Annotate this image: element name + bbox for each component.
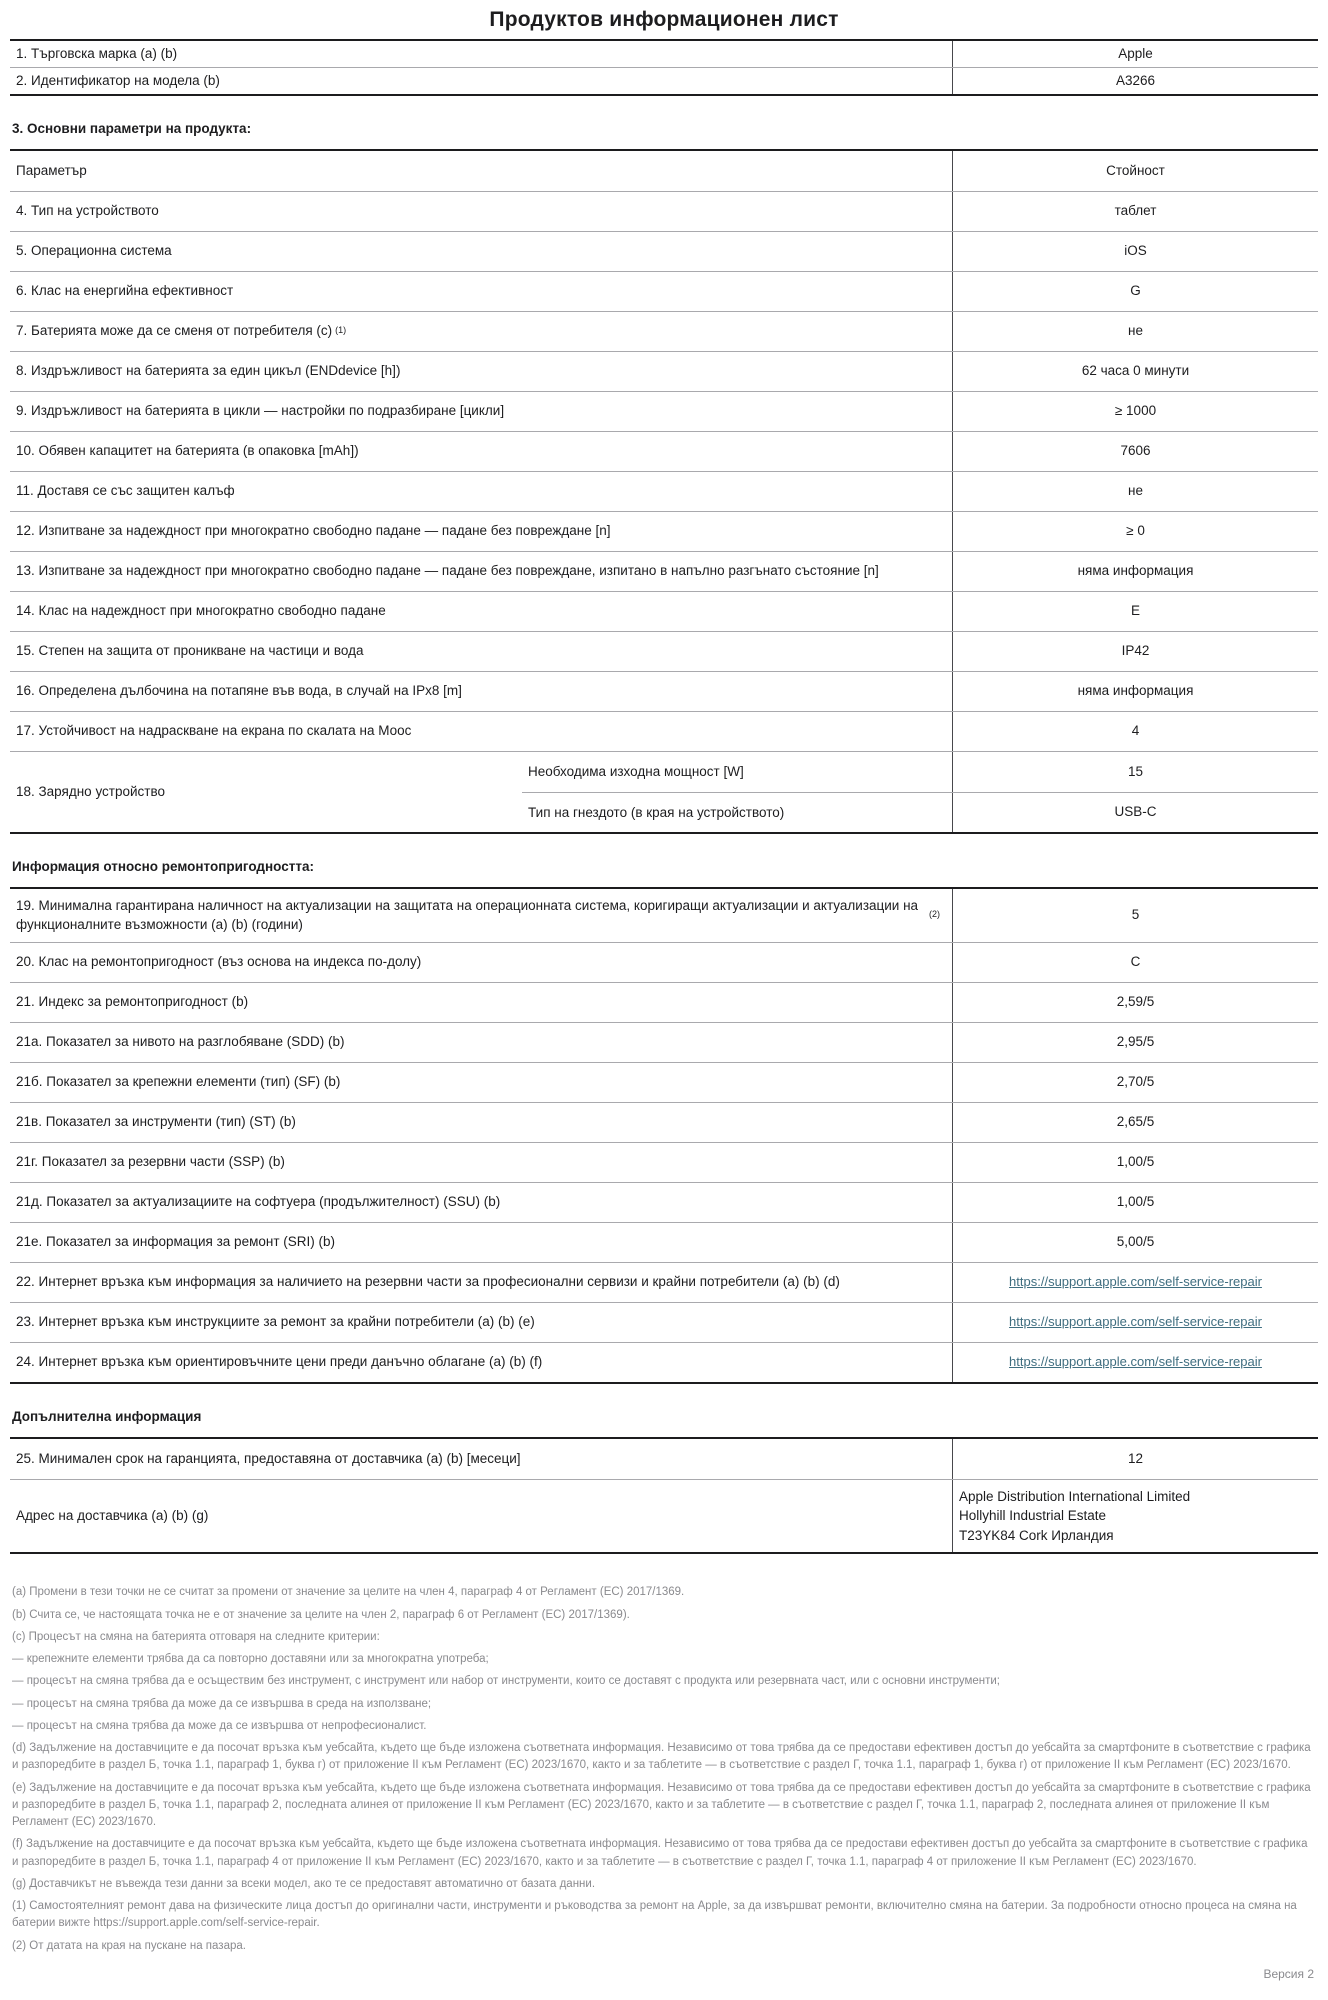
repairability-table [10, 887, 1318, 1384]
row-value: 5,00/5 [952, 1223, 1318, 1262]
row-value: ≥ 1000 [952, 392, 1318, 431]
section-heading-additional: Допълнителна информация [12, 1408, 202, 1424]
row-value: таблет [952, 192, 1318, 231]
footnote-c-criterion-1: — крепежните елементи трябва да са повторно доставяни или за многократна употреба; [12, 1653, 489, 1666]
footnote-marker: (1) [335, 324, 347, 335]
row-label [10, 312, 952, 351]
table-row-st-score [10, 1102, 1318, 1142]
table-row-device-type [10, 191, 1318, 231]
table-row-sdd-score [10, 1022, 1318, 1062]
section-heading-repairability: Информация относно ремонтопригодността: [12, 858, 314, 874]
table-row-protective-case [10, 471, 1318, 511]
table-row-repairability-index [10, 982, 1318, 1022]
table-row-free-fall-test [10, 511, 1318, 551]
row-value: 2,65/5 [952, 1103, 1318, 1142]
row-label: 21д. Показател за актуализациите на софтуера (продължителност) (SSU) (b) [16, 1194, 501, 1210]
table-row-os [10, 231, 1318, 271]
footnote-f: (f) Задължение на доставчиците е да посочат връзка към уебсайта, където ще бъде изложена съответната информация. Независимо от това трябва да се предостави ефективен достъп до уебсайта за смартфоните в съответствие с графика и разпоредбите в раздел Б, точка 1.1, параграф 4 от приложение II към Регламент (ЕС) 2023/1670, както и за таблетите — в съответствие с раздел Г, точка 1.1, параграф 4 от приложение II към Регламент (ЕС) 2023/1670. [12, 1838, 1308, 1868]
charger-subrow-connector [522, 792, 1318, 832]
table-row-fall-reliability-class [10, 591, 1318, 631]
footnotes-section [10, 1584, 1318, 1955]
table-row-energy-class [10, 271, 1318, 311]
row-label: 6. Клас на енергийна ефективност [16, 283, 234, 299]
row-value: A3266 [952, 68, 1318, 94]
table-row-repairability-class [10, 942, 1318, 982]
footnote-c-criterion-2: — процесът на смяна трябва да е осъществим без инструмент, с инструмент или набор от инструменти, които се доставят с продукта или резервната част, или с основни инструменти; [12, 1675, 1001, 1688]
row-label: 8. Издръжливост на батерията за един цикъл (ENDdevice [h]) [16, 363, 401, 379]
row-label: 21б. Показател за крепежни елементи (тип) (SF) (b) [16, 1074, 341, 1090]
table-row-battery-replaceable [10, 311, 1318, 351]
footnote-g: (g) Доставчикът не въвежда тези данни за всеки модел, ако те се предоставят автоматично от базата данни. [12, 1877, 596, 1890]
subrow-value: USB-C [952, 793, 1318, 832]
row-label: 10. Обявен капацитет на батерията (в опаковка [mAh]) [16, 443, 359, 459]
support-link[interactable]: https://support.apple.com/self-service-repair [1009, 1353, 1262, 1369]
footnote-1: (1) Самостоятелният ремонт дава на физическите лица достъп до оригинални части, инструменти и ръководства за ремонт на Apple, за да извършват ремонти, включително смяна на батерии. За подробности относно процеса на смяна на батерии вижте https://support.apple.com/self-service-repair. [12, 1900, 1297, 1930]
row-label [10, 889, 952, 942]
table-row-ssu-score [10, 1182, 1318, 1222]
row-label: 1. Търговска марка (a) (b) [16, 46, 178, 62]
version-label: Версия 2 [1263, 1966, 1314, 1981]
table-row-repair-instructions-link [10, 1302, 1318, 1342]
table-row-warranty [10, 1439, 1318, 1479]
row-value: 2,70/5 [952, 1063, 1318, 1102]
row-value: IP42 [952, 632, 1318, 671]
row-value: 4 [952, 712, 1318, 751]
row-label: Адрес на доставчика (a) (b) (g) [16, 1508, 209, 1524]
row-value [952, 1303, 1318, 1342]
row-label: 13. Изпитване за надеждност при многократно свободно падане — падане без повреждане, изпитано в напълно разгънато състояние [n] [16, 563, 879, 579]
row-value [952, 1480, 1318, 1553]
row-label: 21е. Показател за информация за ремонт (SRI) (b) [16, 1234, 335, 1250]
table-row-battery-endurance-cycle [10, 351, 1318, 391]
row-label: 21в. Показател за инструменти (тип) (ST) (b) [16, 1114, 296, 1130]
row-label: 17. Устойчивост на надраскване на екрана по скалата на Моос [16, 723, 412, 739]
main-parameters-table [10, 149, 1318, 834]
row-label: 20. Клас на ремонтопригодност (въз основа на индекса по-долу) [16, 954, 422, 970]
row-label: 11. Доставя се със защитен калъф [16, 483, 235, 499]
row-value: 1,00/5 [952, 1143, 1318, 1182]
table-row-immersion-depth [10, 671, 1318, 711]
row-value: 2,59/5 [952, 983, 1318, 1022]
footnote-marker: (2) [929, 908, 940, 919]
table-row-ip-rating [10, 631, 1318, 671]
table-row-trademark [10, 41, 1318, 67]
row-value: 5 [952, 889, 1318, 942]
table-row-battery-capacity [10, 431, 1318, 471]
row-value: ≥ 0 [952, 512, 1318, 551]
row-label: 21. Индекс за ремонтопригодност (b) [16, 994, 249, 1010]
subrow-label: Тип на гнездото (в края на устройството) [528, 804, 785, 820]
subrow-value: 15 [952, 752, 1318, 792]
column-header-parameter: Параметър [16, 162, 87, 178]
row-value: не [952, 312, 1318, 351]
address-line: Hollyhill Industrial Estate [959, 1508, 1107, 1524]
page-title: Продуктов информационен лист [489, 8, 839, 31]
charger-subrow-power [522, 752, 1318, 792]
row-label: 22. Интернет връзка към информация за наличието на резервни части за професионални сервизи и крайни потребители (a) (b) (d) [16, 1274, 840, 1290]
row-value: 1,00/5 [952, 1183, 1318, 1222]
row-value [952, 1343, 1318, 1382]
row-value: не [952, 472, 1318, 511]
row-label: 14. Клас на надеждност при многократно свободно падане [16, 603, 386, 619]
table-header-row [10, 151, 1318, 191]
row-label-text: 19. Минимална гарантирана наличност на актуализации на защитата на операционната система, коригиращи актуализации и актуализации на функционалните възможности (a) (b) (години) [16, 897, 919, 933]
footnote-e: (e) Задължение на доставчиците е да посочат връзка към уебсайта, където ще бъде изложена съответната информация. Независимо от това трябва да се предостави ефективен достъп до уебсайта за смартфоните в съответствие с графика и разпоредбите в раздел Б, точка 1.1, параграф 2, последната алинея от приложение II към Регламент (ЕС) 2023/1670, както и за таблетите — в съответствие с раздел Г, точка 1.1, параграф 2, последната алинея от приложение II към Регламент (ЕС) 2023/1670. [12, 1781, 1311, 1829]
footnote-a: (a) Промени в тези точки не се считат за промени от значение за целите на член 4, параграф 4 от Регламент (ЕС) 2017/1369. [12, 1586, 685, 1599]
address-line: T23YK84 Cork Ирландия [959, 1527, 1114, 1543]
row-value: няма информация [952, 552, 1318, 591]
row-label: 5. Операционна система [16, 243, 172, 259]
row-label-text: 7. Батерията може да се сменя от потребителя (c) [16, 323, 333, 339]
footnote-2: (2) От датата на края на пускане на пазара. [12, 1939, 246, 1952]
row-value: C [952, 943, 1318, 982]
footnote-c-criterion-3: — процесът на смяна трябва да може да се извършва в среда на използване; [12, 1697, 432, 1710]
row-label: 21г. Показател за резервни части (SSP) (b) [16, 1154, 285, 1170]
row-label: 18. Зарядно устройство [16, 783, 165, 799]
section-heading-main-parameters: 3. Основни параметри на продукта: [12, 120, 252, 136]
supplier-address [959, 1487, 1190, 1546]
table-row-model-id [10, 67, 1318, 94]
additional-info-table [10, 1437, 1318, 1555]
row-value [952, 1263, 1318, 1302]
row-label: 12. Изпитване за надеждност при многократно свободно падане — падане без повреждане [n] [16, 523, 611, 539]
row-label: 21а. Показател за нивото на разглобяване (SDD) (b) [16, 1034, 345, 1050]
table-row-sri-score [10, 1222, 1318, 1262]
table-row-ssp-score [10, 1142, 1318, 1182]
table-row-charger [10, 751, 1318, 832]
row-label: 23. Интернет връзка към инструкциите за ремонт за крайни потребители (a) (b) (e) [16, 1314, 535, 1330]
row-value: 62 часа 0 минути [952, 352, 1318, 391]
table-row-battery-cycles [10, 391, 1318, 431]
subrow-label: Необходима изходна мощност [W] [528, 764, 744, 780]
address-line: Apple Distribution International Limited [959, 1488, 1191, 1504]
table-row-security-updates [10, 889, 1318, 942]
table-row-free-fall-test-unfolded [10, 551, 1318, 591]
footnote-c: (c) Процесът на смяна на батерията отговаря на следните критерии: [12, 1630, 380, 1643]
table-row-scratch-resistance [10, 711, 1318, 751]
row-label: 2. Идентификатор на модела (b) [16, 73, 220, 88]
row-value: Apple [952, 41, 1318, 67]
row-label: 4. Тип на устройството [16, 203, 159, 219]
table-row-pretax-prices-link [10, 1342, 1318, 1382]
table-row-supplier-address [10, 1479, 1318, 1553]
charger-subtable [522, 752, 1318, 832]
row-label: 16. Определена дълбочина на потапяне във вода, в случай на IPx8 [m] [16, 683, 462, 699]
row-value: няма информация [952, 672, 1318, 711]
row-label: 25. Минимален срок на гаранцията, предоставяна от доставчика (a) (b) [месеци] [16, 1450, 521, 1466]
table-row-spare-parts-link [10, 1262, 1318, 1302]
row-value: 7606 [952, 432, 1318, 471]
row-label: 15. Степен на защита от проникване на частици и вода [16, 643, 364, 659]
support-link[interactable]: https://support.apple.com/self-service-repair [1009, 1313, 1262, 1329]
table-row-sf-score [10, 1062, 1318, 1102]
row-label: 24. Интернет връзка към ориентировъчните цени преди данъчно облагане (a) (b) (f) [16, 1354, 543, 1370]
row-value: G [952, 272, 1318, 311]
identification-table [10, 39, 1318, 96]
row-value: 2,95/5 [952, 1023, 1318, 1062]
row-value: iOS [952, 232, 1318, 271]
row-label: 9. Издръжливост на батерията в цикли — настройки по подразбиране [цикли] [16, 403, 505, 419]
row-value: E [952, 592, 1318, 631]
footnote-c-criterion-4: — процесът на смяна трябва да може да се извършва от непрофесионалист. [12, 1719, 427, 1732]
footnote-d: (d) Задължение на доставчиците е да посочат връзка към уебсайта, където ще бъде изложена съответната информация. Независимо от това трябва да се предостави ефективен достъп до уебсайта за смартфоните в съответствие с графика и разпоредбите в раздел Б, точка 1.1, параграф 1, буква г) от приложение II към Регламент (ЕС) 2023/1670, както и за таблетите — в съответствие с раздел Г, точка 1.1, параграф 1, буква г) от приложение II към Регламент (ЕС) 2023/1670. [12, 1742, 1311, 1772]
row-value: 12 [952, 1439, 1318, 1479]
column-header-value: Стойност [952, 151, 1318, 191]
footnote-b: (b) Счита се, че настоящата точка не е от значение за целите на член 2, параграф 6 от Регламент (ЕС) 2017/1369). [12, 1608, 630, 1621]
support-link[interactable]: https://support.apple.com/self-service-repair [1009, 1273, 1262, 1289]
